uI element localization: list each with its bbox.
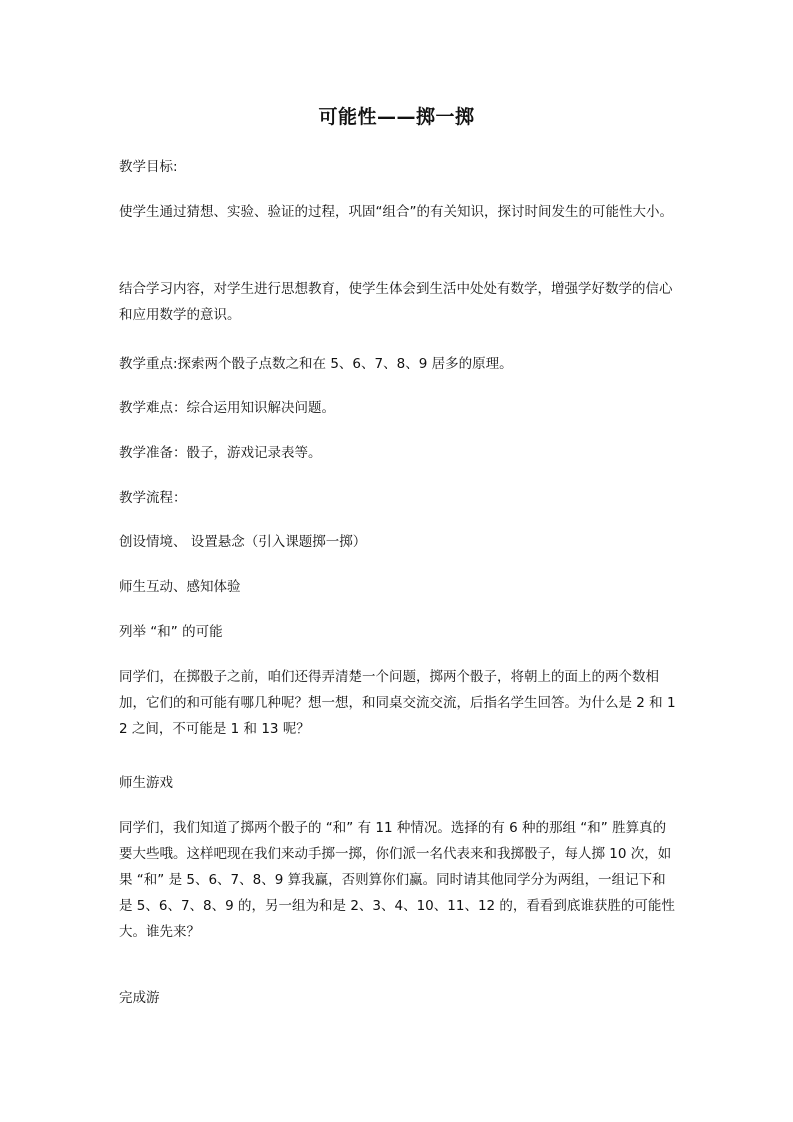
- paragraph-difficulty: 教学难点：综合运用知识解决问题。: [119, 400, 335, 416]
- paragraph-step-game: 师生游戏: [119, 775, 173, 791]
- document-title: 可能性——掷一掷: [318, 106, 475, 128]
- paragraph-preparation: 教学准备：骰子，游戏记录表等。: [119, 445, 322, 461]
- paragraph-step-interaction: 师生互动、感知体验: [119, 579, 241, 595]
- paragraph-objective-1: 使学生通过猜想、实验、验证的过程，巩固“组合”的有关知识，探讨时间发生的可能性大小。: [119, 204, 673, 220]
- paragraph-complete-game: 完成游: [119, 990, 160, 1006]
- paragraph-sums-question: 同学们，在掷骰子之前，咱们还得弄清楚一个问题，掷两个骰子，将朝上的面上的两个数相加，它们的和可能有哪几种呢？想一想，和同桌交流交流，后指名学生回答。为什么是 2 和 12 之间，不可能是 1 和 13 呢？: [119, 669, 676, 737]
- section-heading-process: 教学流程：: [119, 490, 187, 506]
- section-heading-objectives: 教学目标:: [119, 159, 178, 175]
- paragraph-game-rules: 同学们，我们知道了掷两个骰子的 “和” 有 11 种情况。选择的有 6 种的那组 “和” 胜算真的要大些哦。这样吧现在我们来动手掷一掷，你们派一名代表来和我掷骰子，每人掷 10 次，如果 “和” 是 5、6、7、8、9 算我赢，否则算你们赢。同时请其他同学分为两组，一组记下和是 5、6、7、8、9 的，另一组为和是 2、3、4、10、11、12 的，看看到底谁获胜的可能性大。谁先来？: [119, 820, 675, 940]
- paragraph-step-list-sums: 列举 “和” 的可能: [119, 624, 223, 640]
- paragraph-step-intro: 创设情境、 设置悬念（引入课题掷一掷）: [119, 534, 367, 550]
- paragraph-key-point: 教学重点:探索两个骰子点数之和在 5、6、7、8、9 居多的原理。: [119, 356, 513, 372]
- paragraph-objective-2: 结合学习内容，对学生进行思想教育，使学生体会到生活中处处有数学，增强学好数学的信心和应用数学的意识。: [119, 281, 673, 323]
